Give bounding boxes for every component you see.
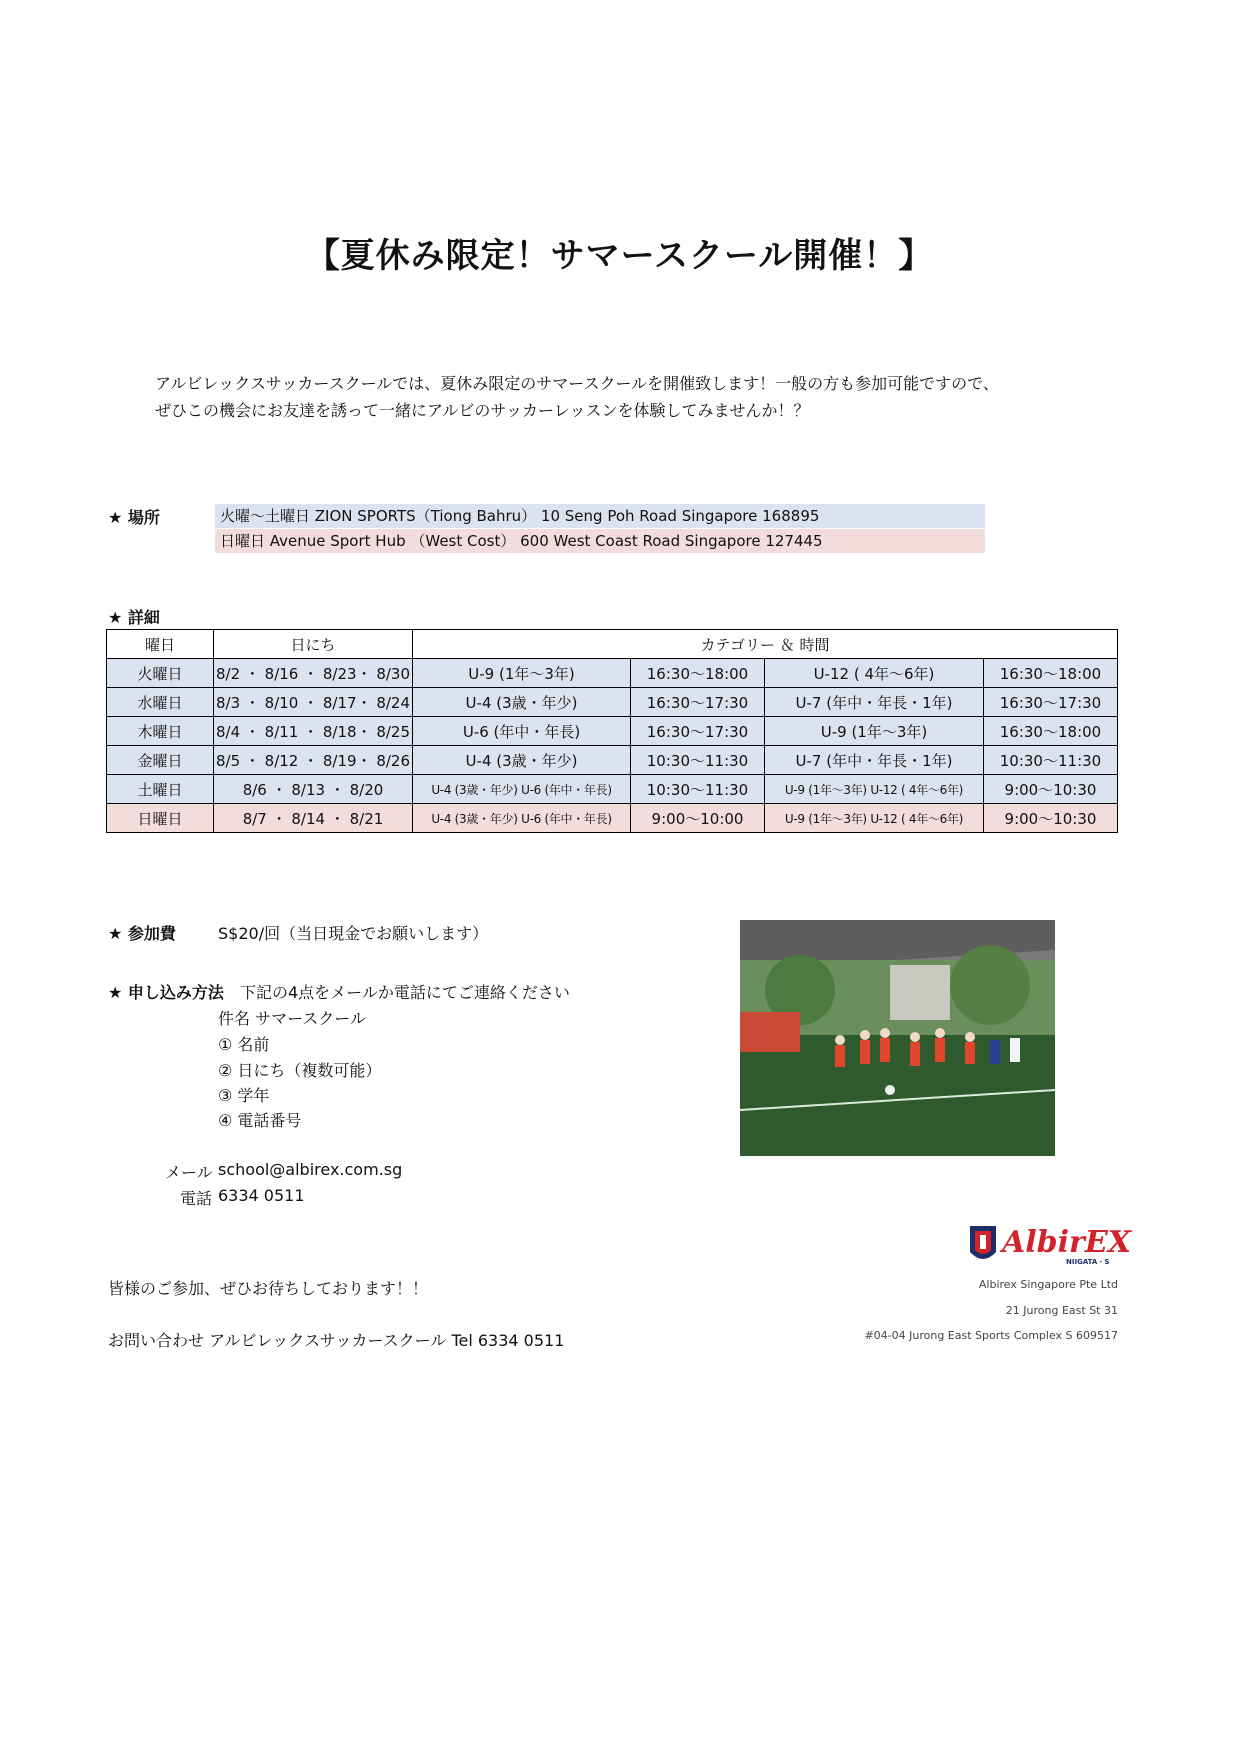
row-day: 火曜日 (107, 659, 214, 688)
albirex-logo (966, 1222, 1131, 1270)
row-category-1: U-9 (1年〜3年) (413, 659, 631, 688)
row-time-1: 16:30〜17:30 (631, 688, 765, 717)
location-label: ★ 場所 (108, 508, 160, 527)
row-category-2: U-9 (1年〜3年) U-12 ( 4年〜6年) (765, 804, 984, 833)
company-address-2: #04-04 Jurong East Sports Complex S 609517 (864, 1329, 1118, 1342)
row-day: 水曜日 (107, 688, 214, 717)
row-time-1: 10:30〜11:30 (631, 746, 765, 775)
row-dates: 8/7 ・ 8/14 ・ 8/21 (213, 804, 412, 833)
row-category-2: U-9 (1年〜3年) (765, 717, 984, 746)
row-dates: 8/4 ・ 8/11 ・ 8/18・ 8/25 (213, 717, 412, 746)
mail-value: school@albirex.com.sg (218, 1160, 403, 1179)
table-row (107, 717, 1118, 746)
apply-text: 下記の4点をメールか電話にてご連絡ください (240, 983, 570, 1002)
closing-text: 皆様のご参加、ぜひお待ちしております！！ (108, 1279, 429, 1298)
row-dates: 8/6 ・ 8/13 ・ 8/20 (213, 775, 412, 804)
row-time-2: 16:30〜18:00 (983, 659, 1117, 688)
intro-line-1: アルビレックスサッカースクールでは、夏休み限定のサマースクールを開催致します！一般の方も参加可能ですので、 (155, 374, 999, 393)
table-row (107, 659, 1118, 688)
row-time-2: 9:00〜10:30 (983, 804, 1117, 833)
page-title: 【夏休み限定！サマースクール開催！】 (305, 236, 934, 276)
header-day: 曜日 (107, 630, 214, 659)
location-sunday: 日曜日 Avenue Sport Hub （West Cost） 600 West Coast Road Singapore 127445 (215, 529, 985, 553)
header-dates: 日にち (213, 630, 412, 659)
row-dates: 8/5 ・ 8/12 ・ 8/19・ 8/26 (213, 746, 412, 775)
row-time-2: 9:00〜10:30 (983, 775, 1117, 804)
row-day: 土曜日 (107, 775, 214, 804)
row-time-1: 10:30〜11:30 (631, 775, 765, 804)
apply-subject: 件名 サマースクール (218, 1009, 366, 1028)
location-weekday: 火曜〜土曜日 ZION SPORTS（Tiong Bahru） 10 Seng Poh Road Singapore 168895 (215, 504, 985, 528)
table-row (107, 775, 1118, 804)
soccer-photo (740, 920, 1055, 1156)
row-dates: 8/3 ・ 8/10 ・ 8/17・ 8/24 (213, 688, 412, 717)
row-category-1: U-6 (年中・年長) (413, 717, 631, 746)
apply-item-name: ① 名前 (218, 1035, 270, 1054)
inquiry-text: お問い合わせ アルビレックスサッカースクール Tel 6334 0511 (108, 1331, 565, 1350)
table-header-row (107, 630, 1118, 659)
row-time-1: 16:30〜18:00 (631, 659, 765, 688)
company-name: Albirex Singapore Pte Ltd (978, 1278, 1118, 1291)
apply-item-phone: ④ 電話番号 (218, 1111, 302, 1130)
logo-text: AlbirEX (1002, 1225, 1131, 1260)
logo-subtext: NIIGATA・S (1066, 1258, 1110, 1266)
tel-value: 6334 0511 (218, 1186, 305, 1205)
row-day: 木曜日 (107, 717, 214, 746)
row-category-2: U-7 (年中・年長・1年) (765, 688, 984, 717)
row-day: 金曜日 (107, 746, 214, 775)
fee-label: ★ 参加費 (108, 924, 176, 943)
intro-line-2: ぜひこの機会にお友達を誘って一緒にアルビのサッカーレッスンを体験してみませんか！？ (155, 401, 810, 420)
row-dates: 8/2 ・ 8/16 ・ 8/23・ 8/30 (213, 659, 412, 688)
apply-item-grade: ③ 学年 (218, 1086, 270, 1105)
row-category-2: U-12 ( 4年〜6年) (765, 659, 984, 688)
details-label: ★ 詳細 (108, 608, 160, 627)
row-category-1: U-4 (3歳・年少) U-6 (年中・年長) (413, 804, 631, 833)
row-time-2: 16:30〜17:30 (983, 688, 1117, 717)
row-category-2: U-9 (1年〜3年) U-12 ( 4年〜6年) (765, 775, 984, 804)
company-address-1: 21 Jurong East St 31 (1005, 1304, 1118, 1317)
table-row (107, 746, 1118, 775)
schedule-table (106, 629, 1118, 833)
row-day: 日曜日 (107, 804, 214, 833)
tel-label: 電話 (180, 1189, 213, 1208)
row-time-2: 16:30〜18:00 (983, 717, 1117, 746)
row-time-1: 16:30〜17:30 (631, 717, 765, 746)
row-category-1: U-4 (3歳・年少) (413, 688, 631, 717)
row-time-1: 9:00〜10:00 (631, 804, 765, 833)
row-category-2: U-7 (年中・年長・1年) (765, 746, 984, 775)
row-category-1: U-4 (3歳・年少) (413, 746, 631, 775)
mail-label: メール (165, 1163, 213, 1182)
intro-text (155, 370, 999, 424)
row-time-2: 10:30〜11:30 (983, 746, 1117, 775)
table-row (107, 804, 1118, 833)
apply-item-dates: ② 日にち（複数可能） (218, 1061, 382, 1080)
row-category-1: U-4 (3歳・年少) U-6 (年中・年長) (413, 775, 631, 804)
apply-label: ★ 申し込み方法 (108, 983, 224, 1002)
table-row (107, 688, 1118, 717)
fee-value: S$20/回（当日現金でお願いします） (218, 924, 489, 943)
header-category: カテゴリー ＆ 時間 (413, 630, 1118, 659)
